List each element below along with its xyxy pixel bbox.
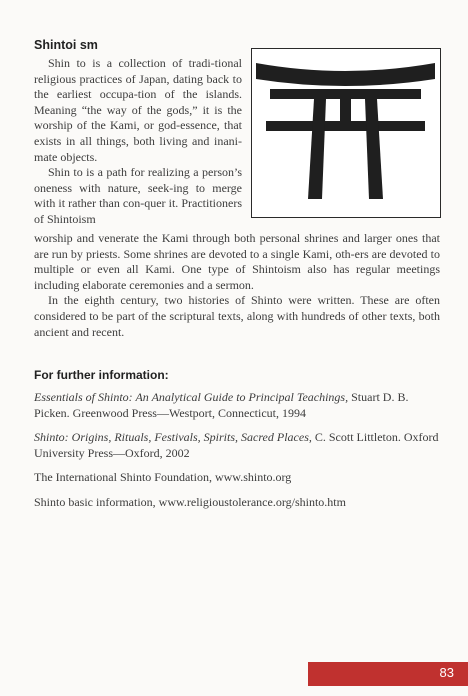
torii-top-beam bbox=[256, 63, 435, 86]
reference-title: Shinto: Origins, Rituals, Festivals, Spirits, Sacred Places, bbox=[34, 430, 312, 445]
torii-gate-icon bbox=[252, 49, 439, 216]
torii-illustration bbox=[251, 48, 441, 218]
paragraph: Shin to is a collection of tradi-tional religious practices of Japan, dating back to the earliest occupa-tion of the islands. Meaning “the way of the gods,” it is the worship of the Kami, or god-essence, that exists in all things, both living and inani-mate objects. bbox=[34, 56, 242, 164]
reference-item bbox=[34, 495, 444, 511]
reference-details: Stuart D. B. Picken. Greenwood Press—Westport, Connecticut, 1994 bbox=[34, 390, 409, 420]
reference-item bbox=[34, 470, 444, 486]
torii-center-post bbox=[340, 99, 351, 121]
further-info-heading: For further information: bbox=[34, 368, 169, 382]
reference-item bbox=[34, 430, 444, 461]
torii-tie-beam bbox=[266, 121, 425, 131]
paragraph: Shin to is a path for realizing a person’s oneness with nature, seek-ing to merge with it rather than con-quer it. Practitioners of Shintoism bbox=[34, 165, 242, 226]
reference-details: The International Shinto Foundation, www.shinto.org bbox=[34, 470, 292, 485]
section-heading: Shintoi sm bbox=[34, 38, 98, 52]
full-width-text bbox=[34, 231, 440, 340]
page-number-tab bbox=[308, 662, 468, 686]
reference-item bbox=[34, 390, 444, 421]
reference-title: Essentials of Shinto: An Analytical Guide to Principal Teachings, bbox=[34, 390, 349, 404]
references-list bbox=[34, 390, 444, 520]
torii-second-beam bbox=[270, 89, 421, 99]
column-text bbox=[34, 56, 242, 228]
torii-left-pillar bbox=[308, 99, 326, 199]
paragraph: In the eighth century, two histories of Shinto were written. These are often considered to be part of the scriptural texts, along with hundreds of other texts, both ancient and recent. bbox=[34, 293, 440, 339]
reference-details: Shinto basic information, www.religioustolerance.org/shinto.htm bbox=[34, 494, 346, 509]
paragraph: worship and venerate the Kami through both personal shrines and larger ones that are run by priests. Some shrines are devoted to a single Kami, oth-ers are devoted to multiple or even all Kami. One type of Shintoism also has regular meetings including elaborate ceremonies and a sermon. bbox=[34, 231, 440, 292]
torii-right-pillar bbox=[365, 99, 383, 199]
reference-details: C. Scott Littleton. Oxford University Press—Oxford, 2002 bbox=[34, 430, 439, 460]
page-number: 83 bbox=[439, 665, 454, 680]
